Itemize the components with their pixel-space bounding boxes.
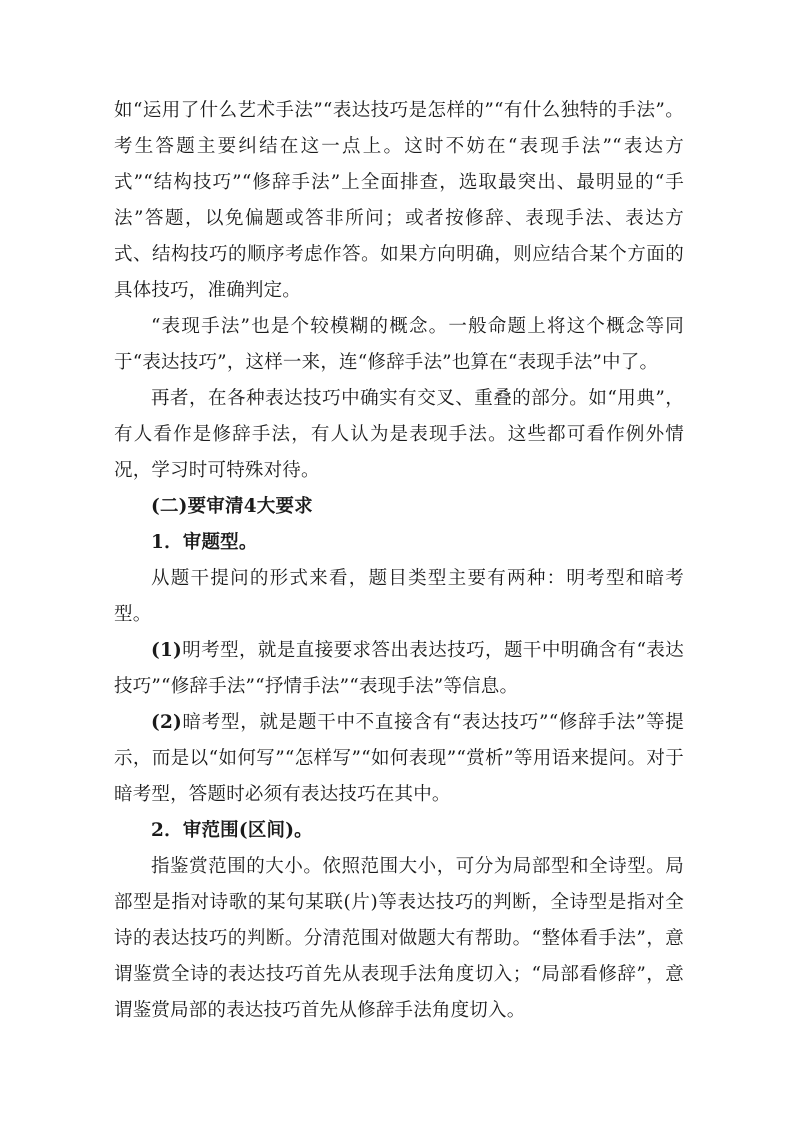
paragraph-question-type: 从题干提问的形式来看，题目类型主要有两种：明考型和暗考型。 — [114, 568, 684, 625]
section-heading: (二)要审清4大要求 — [151, 496, 313, 517]
paragraph-expression-technique: “表现手法”也是个较模糊的概念。一般命题上将这个概念等同于“表达技巧”，这样一来，连“修辞手法”也算在“表现手法”中了。 — [114, 316, 684, 373]
paragraph-continued: 如“运用了什么艺术手法”“表达技巧是怎样的”“有什么独特的手法”。考生答题主要纠结在这一点上。这时不妨在“表现手法”“表达方式”“结构技巧”“修辞手法”上全面排查，选取最突出、最明显的“手法”答题，以免偏题或答非所问；或者按修辞、表现手法、表达方式、结构技巧的顺序考虑作答。如果方向明确，则应结合某个方面的具体技巧，准确判定。 — [114, 100, 684, 301]
paragraph-implicit-type — [114, 705, 684, 813]
subheading-scope: 2．审范围(区间)。 — [151, 820, 313, 841]
paragraph-scope: 指鉴赏范围的大小。依照范围大小，可分为局部型和全诗型。局部型是指对诗歌的某句某联(片)等表达技巧的判断，全诗型是指对全诗的表达技巧的判断。分清范围对做题大有帮助。“整体看手法”，意谓鉴赏全诗的表达技巧首先从表现手法角度切入；“局部看修辞”，意谓鉴赏局部的表达技巧首先从修辞手法角度切入。 — [114, 856, 684, 1021]
subheading-question-type: 1．审题型。 — [151, 532, 258, 553]
paragraph-explicit-type — [114, 633, 684, 705]
item-text: 明考型，就是直接要求答出表达技巧，题干中明确含有“表达技巧”“修辞手法”“抒情手法”“表现手法”等信息。 — [114, 640, 684, 697]
item-number: (1) — [151, 640, 182, 661]
paragraph-overlap: 再者，在各种表达技巧中确实有交叉、重叠的部分。如“用典”，有人看作是修辞手法，有人认为是表现手法。这些都可看作例外情况，学习时可特殊对待。 — [114, 388, 684, 481]
document-body — [114, 93, 684, 1029]
item-text: 暗考型，就是题干中不直接含有“表达技巧”“修辞手法”等提示，而是以“如何写”“怎样写”“如何表现”“赏析”等用语来提问。对于暗考型，答题时必须有表达技巧在其中。 — [114, 712, 684, 805]
item-number: (2) — [151, 712, 182, 733]
